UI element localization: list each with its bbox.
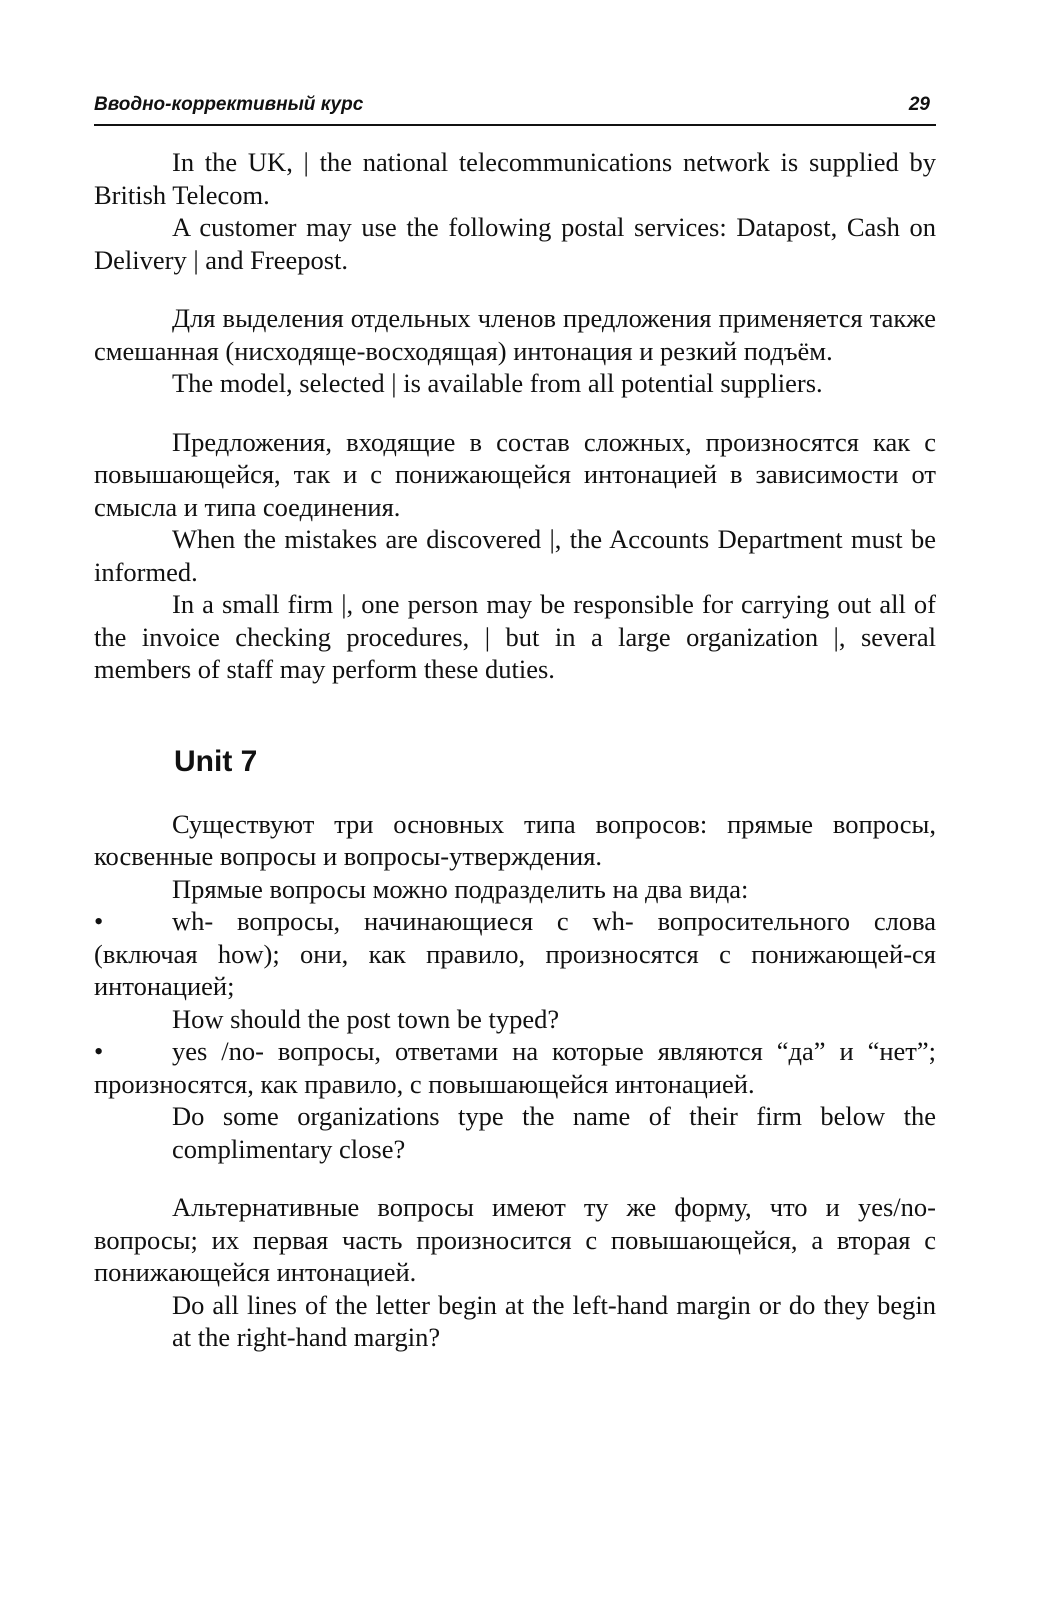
example-model-selected: The model, selected | is available from all potential suppliers.	[172, 368, 823, 398]
bullet-text: wh- вопросы, начинающиеся с wh- вопросительного слова (включая how); они, как правило, произносятся с понижающей-ся интонацией;	[94, 906, 936, 1001]
example-mistakes-discovered: When the mistakes are discovered |, the Accounts Department must be informed.	[94, 524, 936, 587]
rule-mixed-intonation: Для выделения отдельных членов предложения применяется также смешанная (нисходяще-восходящая) интонация и резкий подъём.	[94, 303, 936, 366]
running-header	[94, 92, 936, 126]
unit-heading: Unit 7	[174, 744, 258, 778]
page-number: 29	[908, 94, 930, 115]
example-yes-no-question: Do some organizations type the name of their firm below the complimentary close?	[172, 1101, 936, 1164]
bullet-wh-questions	[94, 905, 936, 1003]
bullet-marker: •	[94, 1036, 104, 1066]
rule-complex-sentences: Предложения, входящие в состав сложных, произносятся как с повышающейся, так и с понижающейся интонацией в зависимости от смысла и типа соединения.	[94, 426, 936, 522]
bullet-yes-no-questions	[94, 1035, 936, 1100]
example-alternative-question: Do all lines of the letter begin at the left-hand margin or do they begin at the right-hand margin?	[172, 1289, 936, 1352]
bullet-text: yes /no- вопросы, ответами на которые являются “да” и “нет”; произносятся, как правило, с повышающейся интонацией.	[94, 1036, 936, 1099]
example-uk-telecom: In the UK, | the national telecommunications network is supplied by British Telecom.	[94, 147, 936, 210]
example-small-firm: In a small firm |, one person may be responsible for carrying out all of the invoice checking procedures, | but in a large organization |, several members of staff may perform these duties.	[94, 589, 936, 684]
spacer	[94, 276, 936, 302]
running-title: Вводно-коррективный курс	[94, 94, 364, 115]
bullet-marker: •	[94, 906, 104, 936]
example-wh-question: How should the post town be typed?	[172, 1003, 560, 1034]
example-postal-services: A customer may use the following postal services: Datapost, Cash on Delivery | and Freepost.	[94, 212, 936, 275]
direct-questions-intro: Прямые вопросы можно подразделить на два вида:	[172, 873, 749, 904]
alternative-questions-rule: Альтернативные вопросы имеют ту же форму, что и yes/no-вопросы; их первая часть произносится с повышающейся, а вторая с понижающейся интонацией.	[94, 1192, 936, 1287]
spacer	[94, 400, 936, 426]
spacer	[94, 1165, 936, 1191]
spacer	[94, 782, 936, 808]
spacer	[94, 686, 936, 742]
page-body	[94, 146, 936, 1354]
question-types-intro: Существуют три основных типа вопросов: прямые вопросы, косвенные вопросы и вопросы-утверждения.	[94, 808, 936, 871]
